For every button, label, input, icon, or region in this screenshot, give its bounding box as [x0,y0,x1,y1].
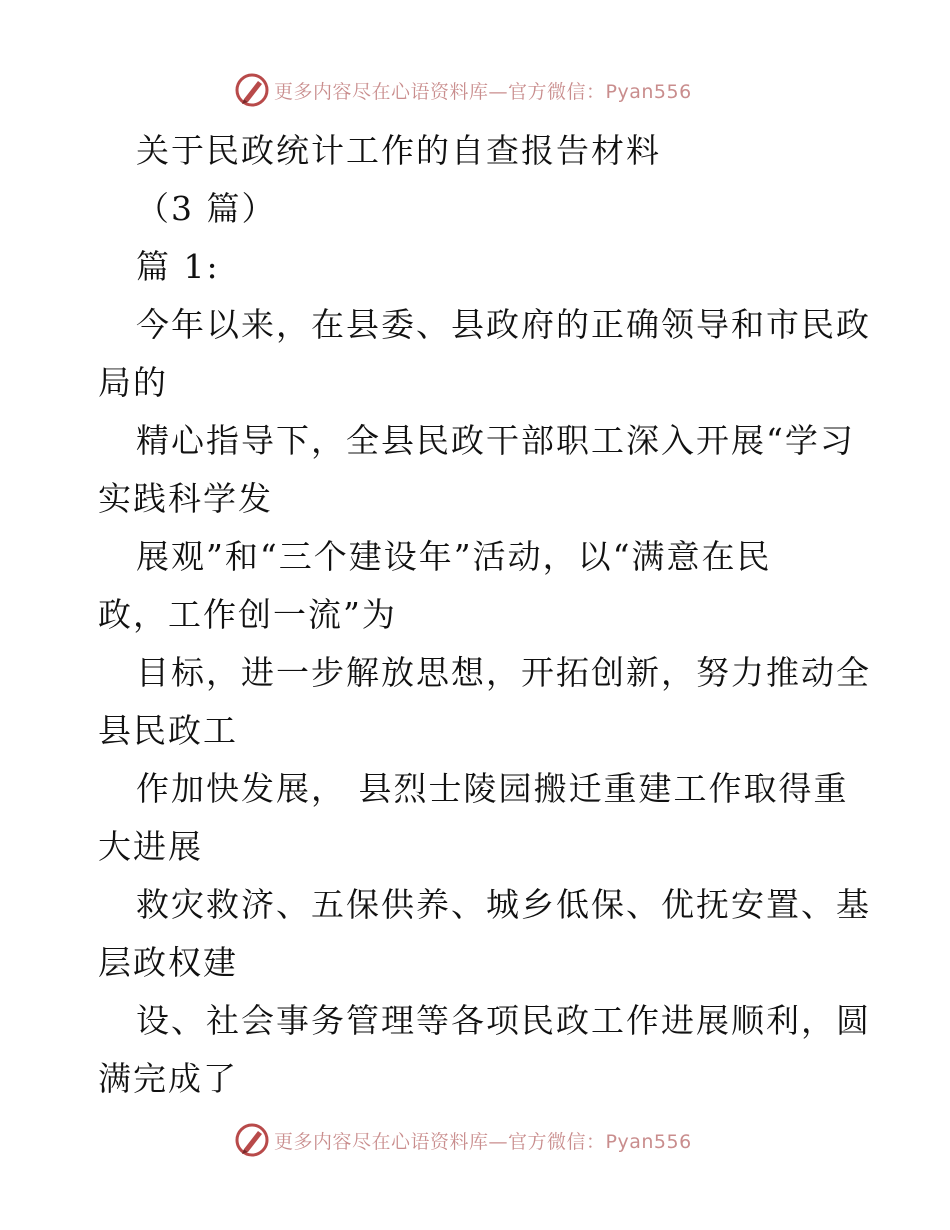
document-line: 县民政工 [98,711,238,750]
document-line: 局的 [98,363,168,402]
document-line: 今年以来，在县委、县政府的正确领导和市民政 [136,305,871,344]
document-line: 政，工作创一流”为 [98,595,397,634]
document-line: 大进展 [98,827,203,866]
watermark-text [274,77,692,104]
watermark-slogan: 更多内容尽在心语资料库 [274,80,489,103]
document-line: 作加快发展， 县烈士陵园搬迁重建工作取得重 [136,769,849,808]
document-line: 满完成了 [98,1059,238,1098]
document-line: 救灾救济、五保供养、城乡低保、优抚安置、基 [136,885,871,924]
watermark-text [274,1127,692,1154]
watermark-wechat: 官方微信：Pyan556 [508,80,692,103]
watermark-header [234,72,692,108]
document-line: 展观”和“三个建设年”活动，以“满意在民 [136,537,772,576]
document-body [98,122,871,1108]
watermark-separator: — [488,80,509,103]
watermark-footer [234,1122,692,1158]
document-line: 设、社会事务管理等各项民政工作进展顺利，圆 [136,1001,871,1040]
document-line: 实践科学发 [98,479,273,518]
pen-logo-icon [234,72,270,108]
document-line: 目标，进一步解放思想，开拓创新，努力推动全 [136,653,871,692]
pen-logo-icon [234,1122,270,1158]
document-line: 篇 1: [136,247,220,286]
document-line: 关于民政统计工作的自查报告材料 [136,131,661,170]
document-line: 层政权建 [98,943,238,982]
watermark-slogan: 更多内容尽在心语资料库 [274,1130,489,1153]
document-line: （3 篇） [136,189,277,228]
watermark-separator: — [488,1130,509,1153]
watermark-wechat: 官方微信：Pyan556 [508,1130,692,1153]
document-line: 精心指导下，全县民政干部职工深入开展“学习 [136,421,855,460]
